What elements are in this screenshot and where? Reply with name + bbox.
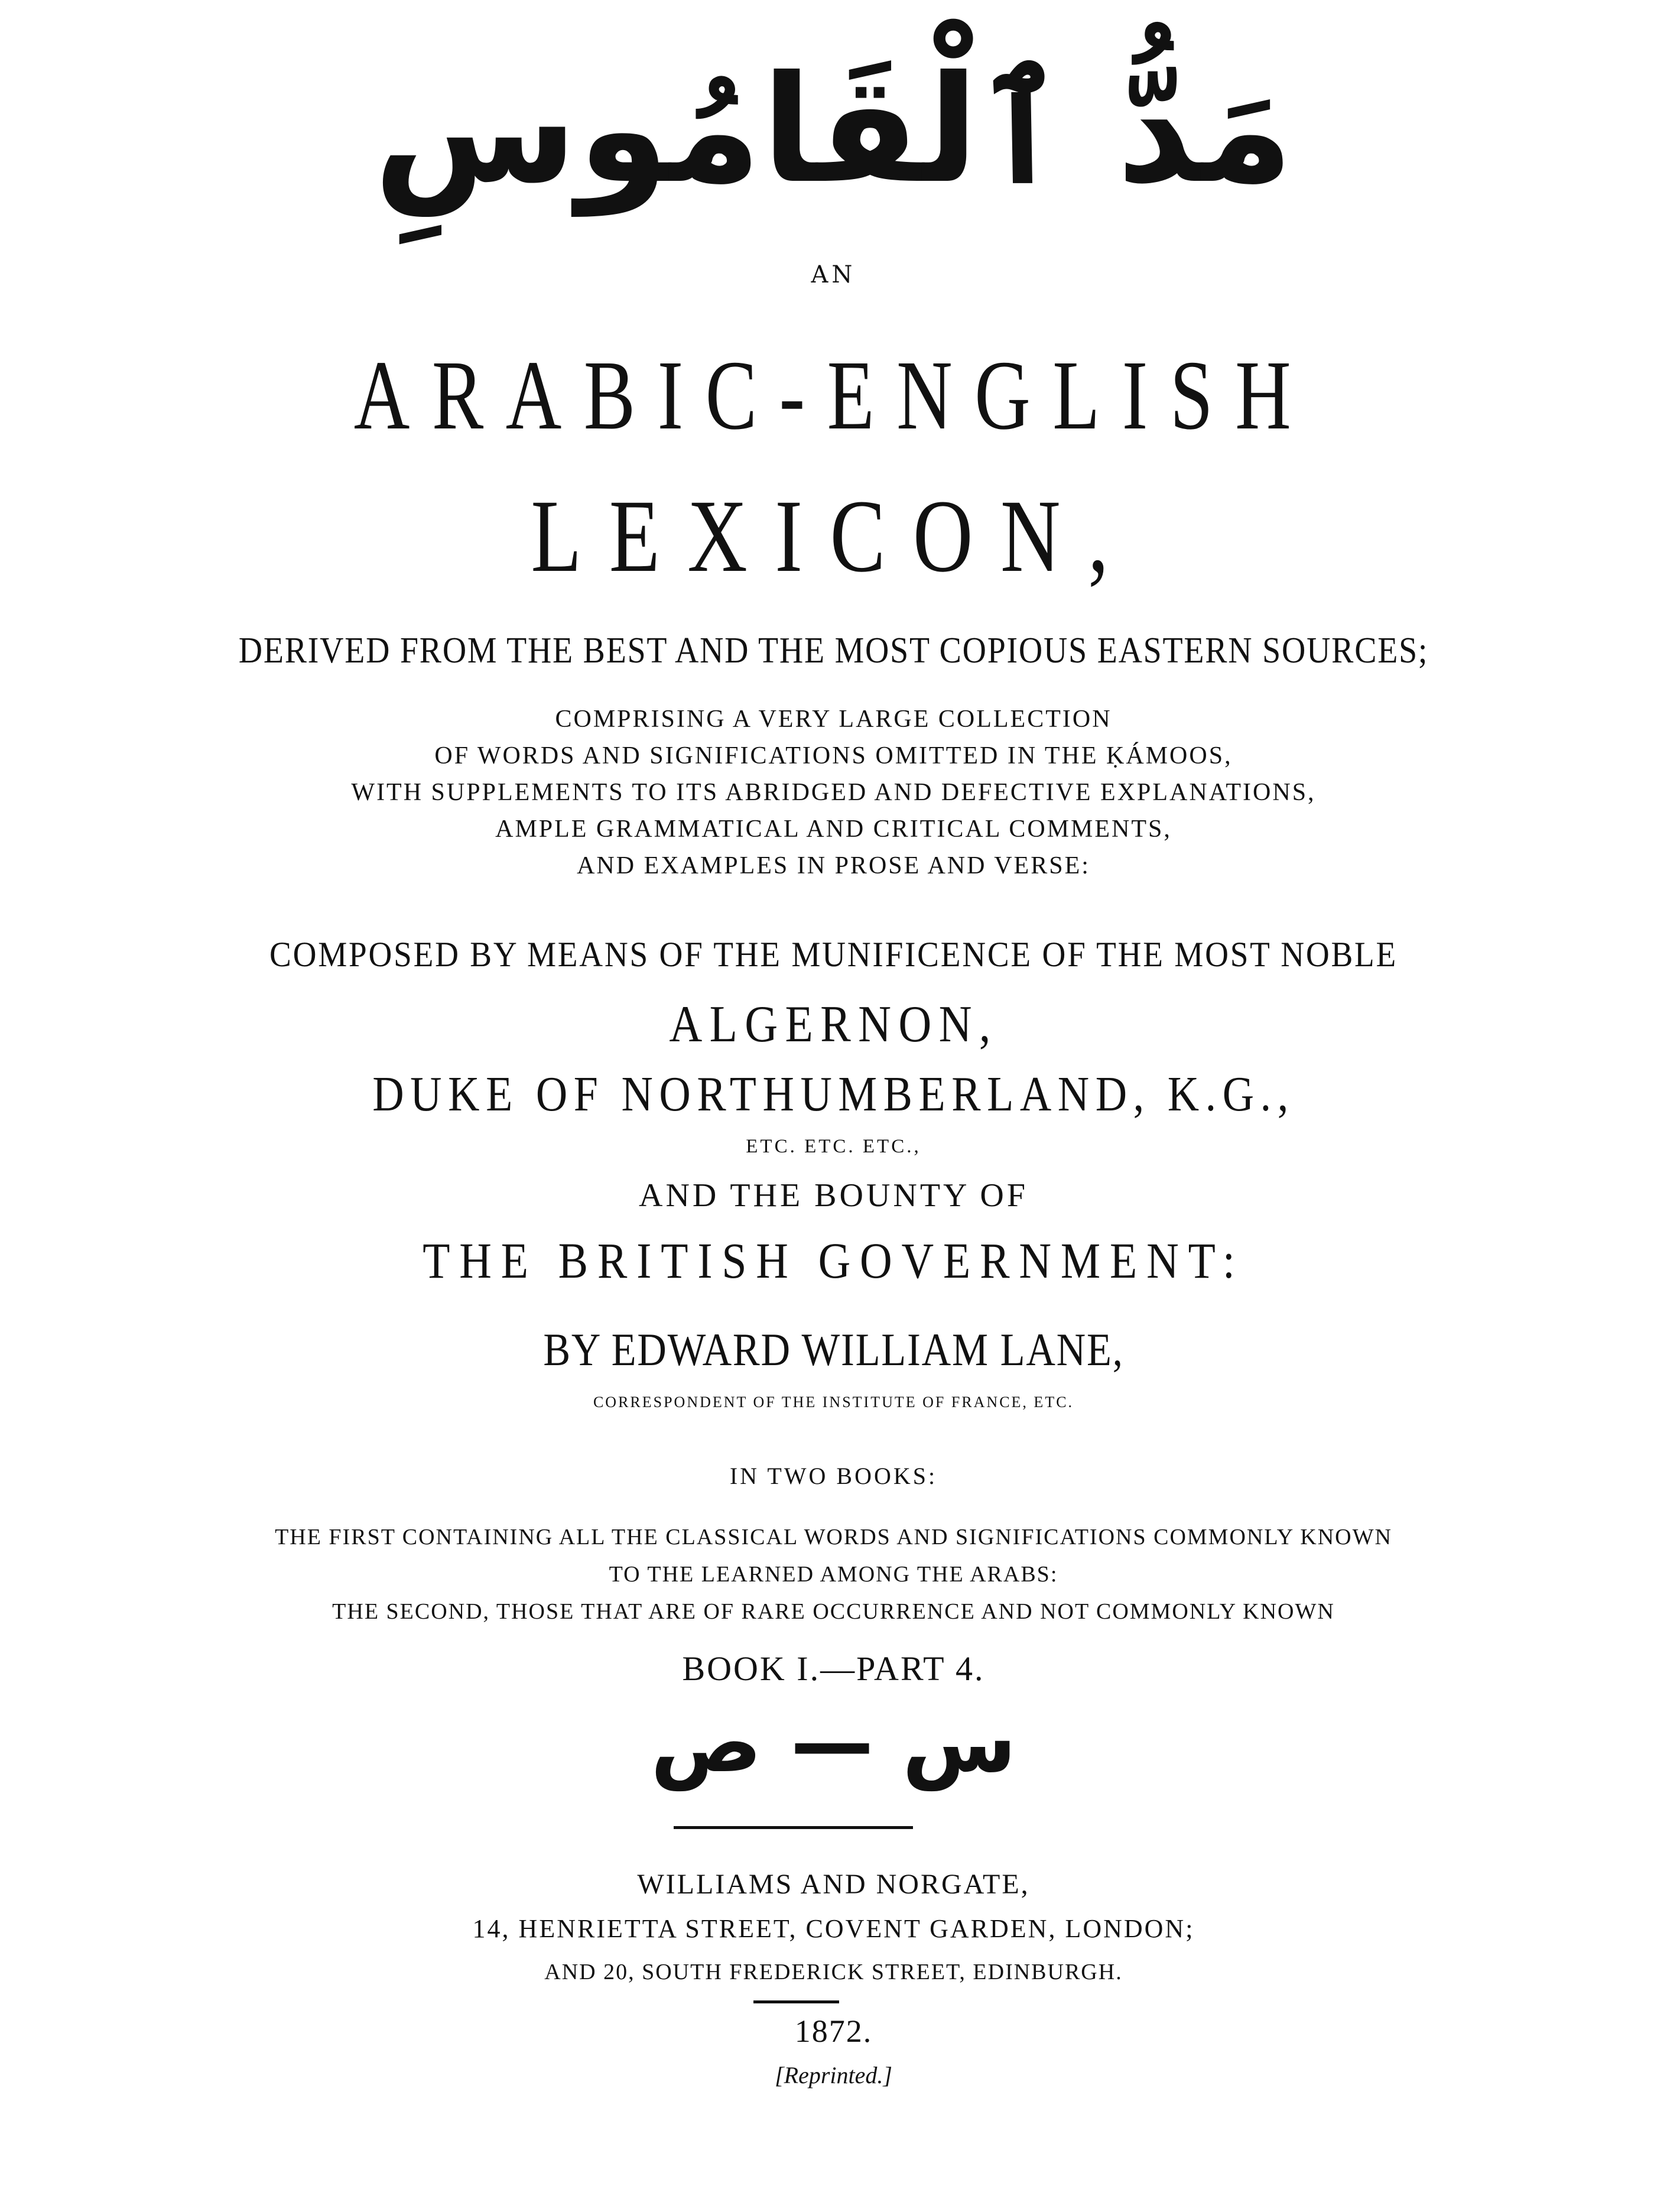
arabic-title: مَدُّ ٱلْقَامُوسِ xyxy=(373,44,1294,216)
books-line-2: TO THE LEARNED AMONG THE ARABS: xyxy=(609,1562,1058,1587)
address-line-2: AND 20, SOUTH FREDERICK STREET, EDINBURGH. xyxy=(544,1960,1123,1984)
government-line: THE BRITISH GOVERNMENT: xyxy=(423,1232,1244,1289)
composed-line: COMPOSED BY MEANS OF THE MUNIFICENCE OF THE MOST NOBLE xyxy=(269,935,1398,974)
patron-title: DUKE OF NORTHUMBERLAND, K.G., xyxy=(372,1067,1295,1122)
comprising-line-4: AMPLE GRAMMATICAL AND CRITICAL COMMENTS, xyxy=(495,816,1172,843)
author-title: CORRESPONDENT OF THE INSTITUTE OF FRANCE, ETC. xyxy=(593,1394,1074,1411)
books-heading: IN TWO BOOKS: xyxy=(729,1463,938,1489)
short-rule xyxy=(753,2000,839,2003)
book-part: BOOK I.—PART 4. xyxy=(682,1649,985,1688)
comprising-line-1: COMPRISING A VERY LARGE COLLECTION xyxy=(555,706,1112,733)
author-line: BY EDWARD WILLIAM LANE, xyxy=(543,1324,1124,1375)
bounty-line: AND THE BOUNTY OF xyxy=(639,1177,1028,1214)
lexicon-title: LEXICON, xyxy=(531,479,1136,594)
publisher: WILLIAMS AND NORGATE, xyxy=(637,1869,1030,1900)
comprising-line-3: WITH SUPPLEMENTS TO ITS ABRIDGED AND DEFECTIVE EXPLANATIONS, xyxy=(351,779,1316,806)
books-line-1: THE FIRST CONTAINING ALL THE CLASSICAL WORDS AND SIGNIFICATIONS COMMONLY KNOWN xyxy=(275,1525,1392,1550)
article-an: AN xyxy=(811,261,856,288)
patron-name: ALGERNON, xyxy=(669,996,998,1053)
arabic-letter-range: س — ص xyxy=(651,1695,1016,1791)
address-line-1: 14, HENRIETTA STREET, COVENT GARDEN, LONDON; xyxy=(472,1914,1195,1943)
year: 1872. xyxy=(794,2013,873,2049)
patron-etc: ETC. ETC. ETC., xyxy=(746,1136,921,1157)
books-line-3: THE SECOND, THOSE THAT ARE OF RARE OCCURRENCE AND NOT COMMONLY KNOWN xyxy=(332,1599,1335,1624)
main-title: ARABIC-ENGLISH xyxy=(353,340,1314,450)
derived-line: DERIVED FROM THE BEST AND THE MOST COPIOUS EASTERN SOURCES; xyxy=(238,631,1429,671)
comprising-line-5: AND EXAMPLES IN PROSE AND VERSE: xyxy=(577,852,1090,879)
divider-rule xyxy=(674,1826,913,1829)
comprising-line-2: OF WORDS AND SIGNIFICATIONS OMITTED IN THE ḲÁMOOS, xyxy=(434,742,1233,769)
reprinted-note: [Reprinted.] xyxy=(775,2062,892,2088)
